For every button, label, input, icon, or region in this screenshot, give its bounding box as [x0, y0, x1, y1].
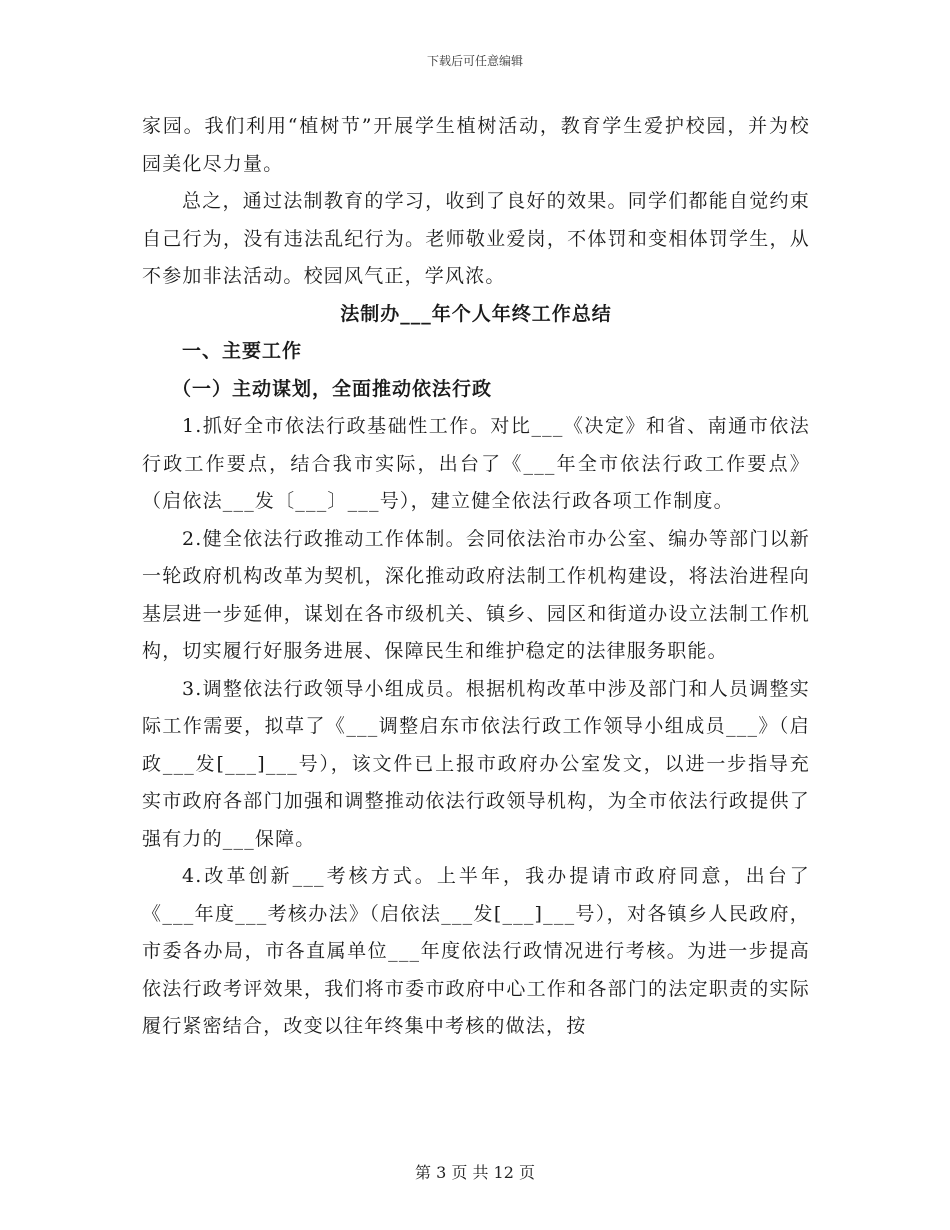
list-item-4: 4.改革创新___考核方式。上半年，我办提请市政府同意，出台了《___年度___考核办法》（启依法___发[___]___号），对各镇乡人民政府，市委各办局，市各直属单位___年度依法行政情况进行考核。为进一步提高依法行政考评效果，我们将市委市政府中心工作和各部门的法定职责的实际履行紧密结合，改变以往年终集中考核的做法，按 [142, 865, 810, 1037]
paragraph-summary: 总之，通过法制教育的学习，收到了良好的效果。同学们都能自觉约束自己行为，没有违法乱纪行为。老师敬业爱岗，不体罚和变相体罚学生，从不参加非法活动。校园风气正，学风浓。 [142, 190, 810, 287]
list-item-3: 3.调整依法行政领导小组成员。根据机构改革中涉及部门和人员调整实际工作需要，拟草了《___调整启东市依法行政工作领导小组成员___》（启政___发[___]___号），该文件已上报市政府办公室发文，以进一步指导充实市政府各部门加强和调整推动依法行政领导机构，为全市依法行政提供了强有力的___保障。 [142, 677, 810, 850]
download-note: 下载后可任意编辑 [426, 54, 523, 68]
document-title: 法制办___年个人年终工作总结 [340, 302, 612, 325]
document-body [142, 108, 810, 1046]
list-item-1: 1.抓好全市依法行政基础性工作。对比___《决定》和省、南通市依法行政工作要点，结合我市实际，出台了《___年全市依法行政工作要点》（启依法___发〔___〕___号），建立健全依法行政各项工作制度。 [142, 415, 810, 512]
page-number: 第 3 页 共 12 页 [415, 1163, 535, 1182]
list-item-2: 2.健全依法行政推动工作体制。会同依法治市办公室、编办等部门以新一轮政府机构改革为契机，深化推动政府法制工作机构建设，将法治进程向基层进一步延伸，谋划在各市级机关、镇乡、园区和街道办设立法制工作机构，切实履行好服务进展、保障民生和维护稳定的法律服务职能。 [142, 527, 810, 662]
subsection-heading: （一）主动谋划，全面推动依法行政 [172, 377, 493, 400]
paragraph-continuation: 家园。我们利用“植树节”开展学生植树活动，教育学生爱护校园，并为校园美化尽力量。 [142, 115, 810, 175]
section-heading: 一、主要工作 [182, 340, 303, 362]
